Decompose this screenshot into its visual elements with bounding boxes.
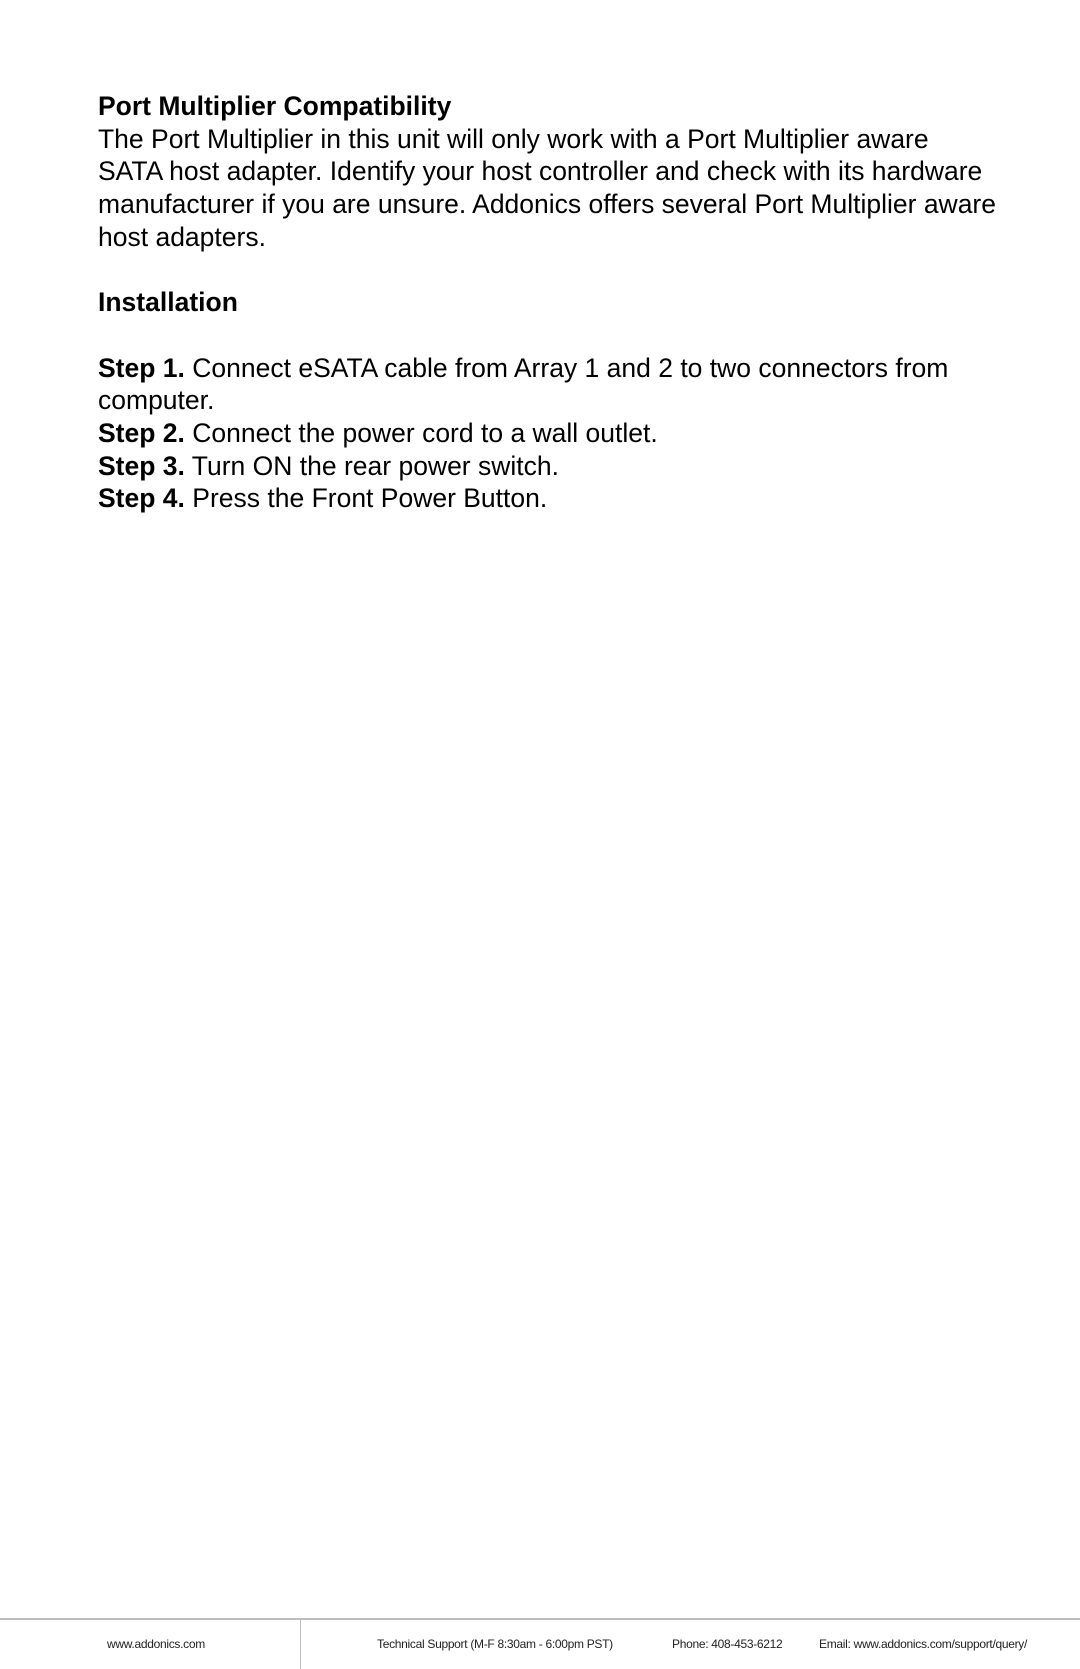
installation-heading: Installation [98, 287, 238, 318]
step-label: Step 3. [98, 450, 185, 481]
installation-steps [98, 352, 998, 516]
step-label: Step 2. [98, 418, 185, 448]
step-text: Connect eSATA cable from Array 1 and 2 to two connectors from computer. [98, 352, 949, 416]
page-content [98, 90, 998, 515]
step-item [98, 417, 998, 450]
footer-divider [300, 1620, 301, 1669]
step-item [98, 482, 998, 515]
step-text: Turn ON the rear power switch. [191, 450, 559, 481]
step-text: Connect the power cord to a wall outlet. [192, 418, 658, 448]
step-label: Step 1. [98, 352, 185, 383]
footer-phone: Phone: 408-453-6212 [672, 1637, 783, 1651]
step-item [98, 450, 998, 483]
step-label: Step 4. [98, 483, 185, 514]
compatibility-heading: Port Multiplier Compatibility [98, 91, 452, 121]
step-item [98, 352, 998, 417]
compatibility-paragraph: The Port Multiplier in this unit will only work with a Port Multiplier aware SATA host adapter. Identify your host controller and check with its hardware manufacturer if you are unsure. Addonics offers several Port Multiplier aware host adapters. [98, 123, 996, 252]
footer-rule [0, 1618, 1080, 1620]
section-spacer [98, 254, 998, 287]
section-spacer [98, 319, 998, 352]
footer-support-hours: Technical Support (M-F 8:30am - 6:00pm PST) [377, 1637, 613, 1651]
step-text: Press the Front Power Button. [192, 483, 548, 514]
footer-email-link[interactable]: Email: www.addonics.com/support/query/ [819, 1637, 1028, 1651]
footer-website-link[interactable]: www.addonics.com [107, 1637, 205, 1651]
